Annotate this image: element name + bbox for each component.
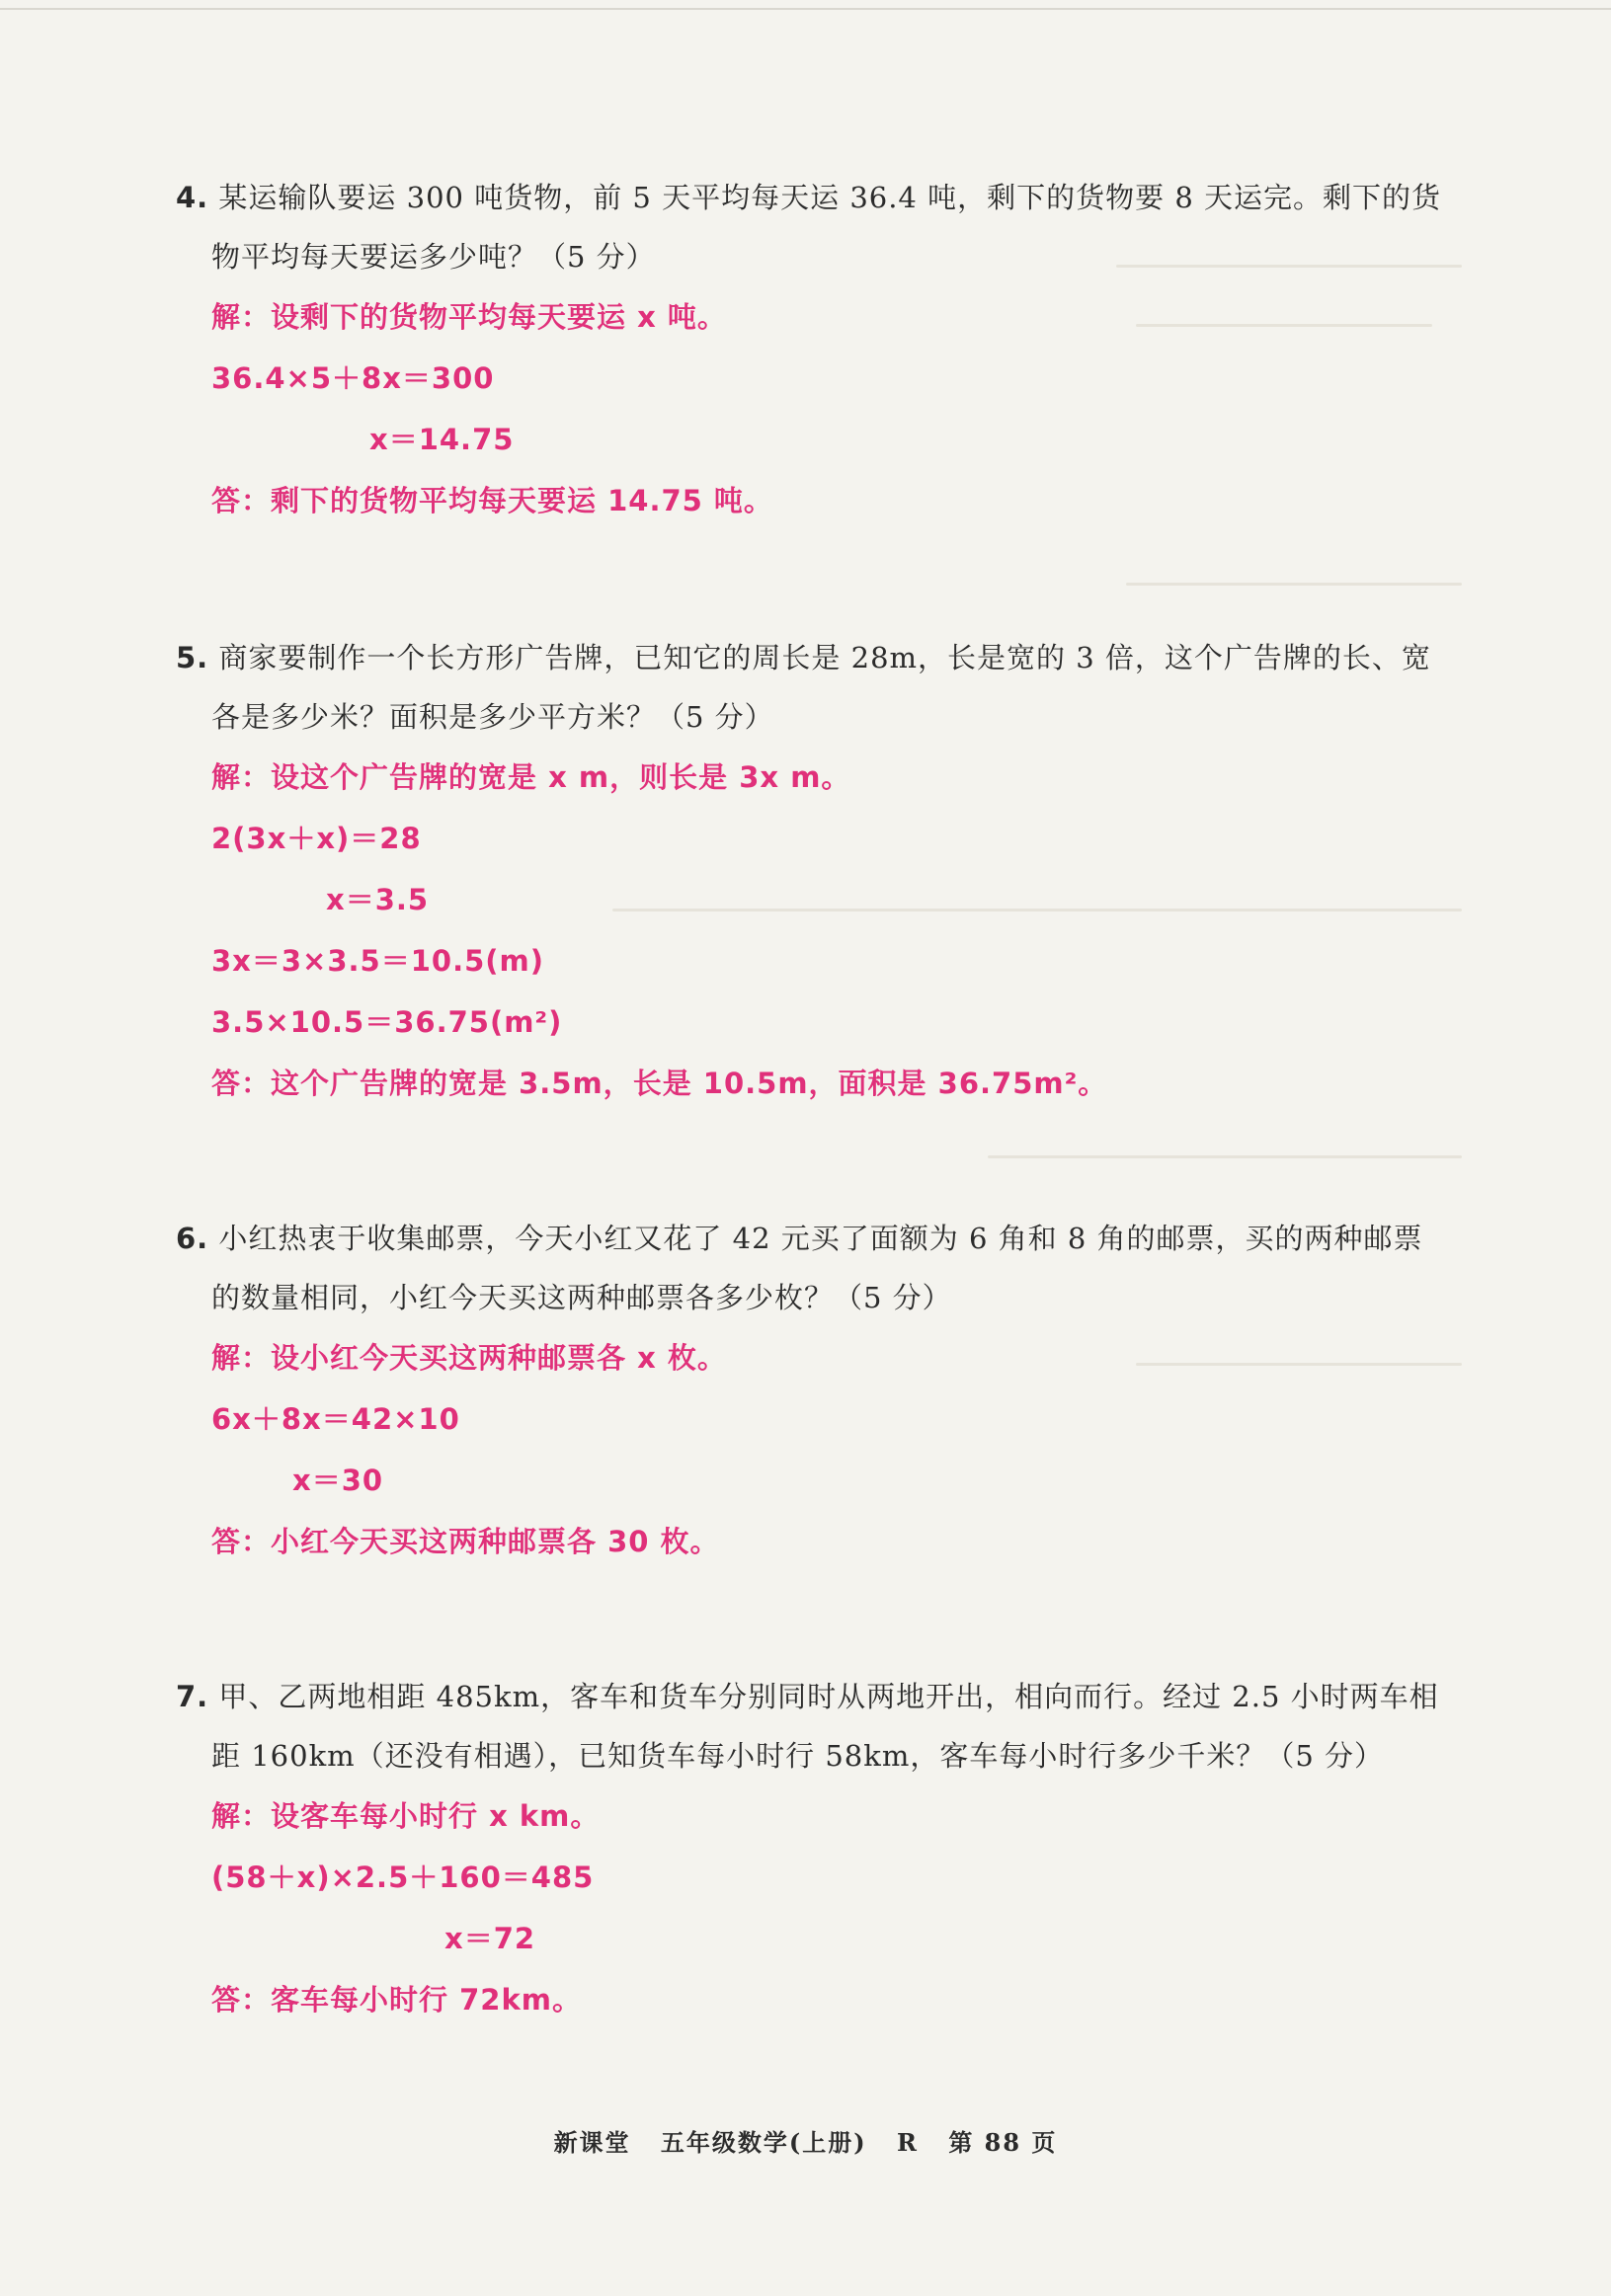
answer-line: 解：设剩下的货物平均每天要运 x 吨。 — [211, 300, 727, 334]
footer-edition: R — [897, 2128, 919, 2157]
footer-publisher: 新课堂 — [553, 2128, 631, 2157]
answer-block — [176, 286, 1490, 531]
answer-line: 解：设这个广告牌的宽是 x m，则长是 3x m。 — [211, 760, 851, 794]
answer-line: 3x＝3×3.5＝10.5(m) — [211, 944, 545, 978]
question-line: 物平均每天要运多少吨？（5 分） — [211, 240, 656, 274]
answer-line: 36.4×5＋8x＝300 — [211, 361, 495, 395]
answer-block — [176, 747, 1490, 1114]
answer-line: 答：客车每小时行 72km。 — [211, 1983, 582, 2017]
bleed-mark — [988, 1155, 1462, 1158]
question-line — [176, 1667, 1490, 1726]
question-text: 甲、乙两地相距 485km，客车和货车分别同时从两地开出，相向而行。经过 2.5 小时两车相 — [218, 1680, 1439, 1713]
answer-line: 解：设客车每小时行 x km。 — [211, 1799, 601, 1833]
problem-4 — [176, 168, 1490, 531]
problem-7 — [176, 1667, 1490, 2030]
footer-subject: 五年级数学(上册) — [660, 2128, 867, 2157]
problem-6 — [176, 1209, 1490, 1572]
question-line: 各是多少米？面积是多少平方米？（5 分） — [211, 700, 774, 734]
answer-line: x＝72 — [444, 1922, 536, 1955]
question-line: 距 160km（还没有相遇），已知货车每小时行 58km，客车每小时行多少千米？（5 分） — [211, 1739, 1385, 1773]
answer-line: 6x＋8x＝42×10 — [211, 1402, 460, 1436]
problem-number: 5. — [176, 641, 209, 674]
question-text: 小红热衷于收集邮票，今天小红又花了 42 元买了面额为 6 角和 8 角的邮票，买的两种邮票 — [218, 1222, 1423, 1255]
problem-number: 6. — [176, 1222, 209, 1255]
answer-line: 2(3x＋x)＝28 — [211, 822, 422, 855]
answer-line: x＝14.75 — [369, 423, 515, 456]
footer-page-number: 第 88 页 — [948, 2128, 1058, 2157]
question-line: 的数量相同，小红今天买这两种邮票各多少枚？（5 分） — [211, 1281, 952, 1314]
question-text: 某运输队要运 300 吨货物，前 5 天平均每天运 36.4 吨，剩下的货物要 8 天运完。剩下的货 — [218, 181, 1441, 214]
question-line — [176, 628, 1490, 687]
answer-line: 答：剩下的货物平均每天要运 14.75 吨。 — [211, 484, 773, 517]
answer-line: (58＋x)×2.5＋160＝485 — [211, 1861, 595, 1894]
question-text: 商家要制作一个长方形广告牌，已知它的周长是 28m，长是宽的 3 倍，这个广告牌的长、宽 — [218, 641, 1431, 674]
scan-edge-line — [0, 8, 1611, 10]
question-line — [176, 168, 1490, 227]
problem-5 — [176, 628, 1490, 1114]
problem-number: 7. — [176, 1680, 209, 1713]
answer-line: x＝3.5 — [326, 883, 430, 916]
answer-line: 答：这个广告牌的宽是 3.5m，长是 10.5m，面积是 36.75m²。 — [211, 1067, 1108, 1100]
problem-number: 4. — [176, 181, 209, 214]
question-line — [176, 1209, 1490, 1268]
bleed-mark — [1126, 583, 1462, 586]
answer-line: 3.5×10.5＝36.75(m²) — [211, 1005, 563, 1039]
answer-block — [176, 1785, 1490, 2030]
page-footer — [0, 2123, 1611, 2158]
answer-line: 答：小红今天买这两种邮票各 30 枚。 — [211, 1525, 720, 1558]
answer-block — [176, 1327, 1490, 1572]
answer-line: x＝30 — [292, 1464, 384, 1497]
answer-line: 解：设小红今天买这两种邮票各 x 枚。 — [211, 1341, 727, 1375]
